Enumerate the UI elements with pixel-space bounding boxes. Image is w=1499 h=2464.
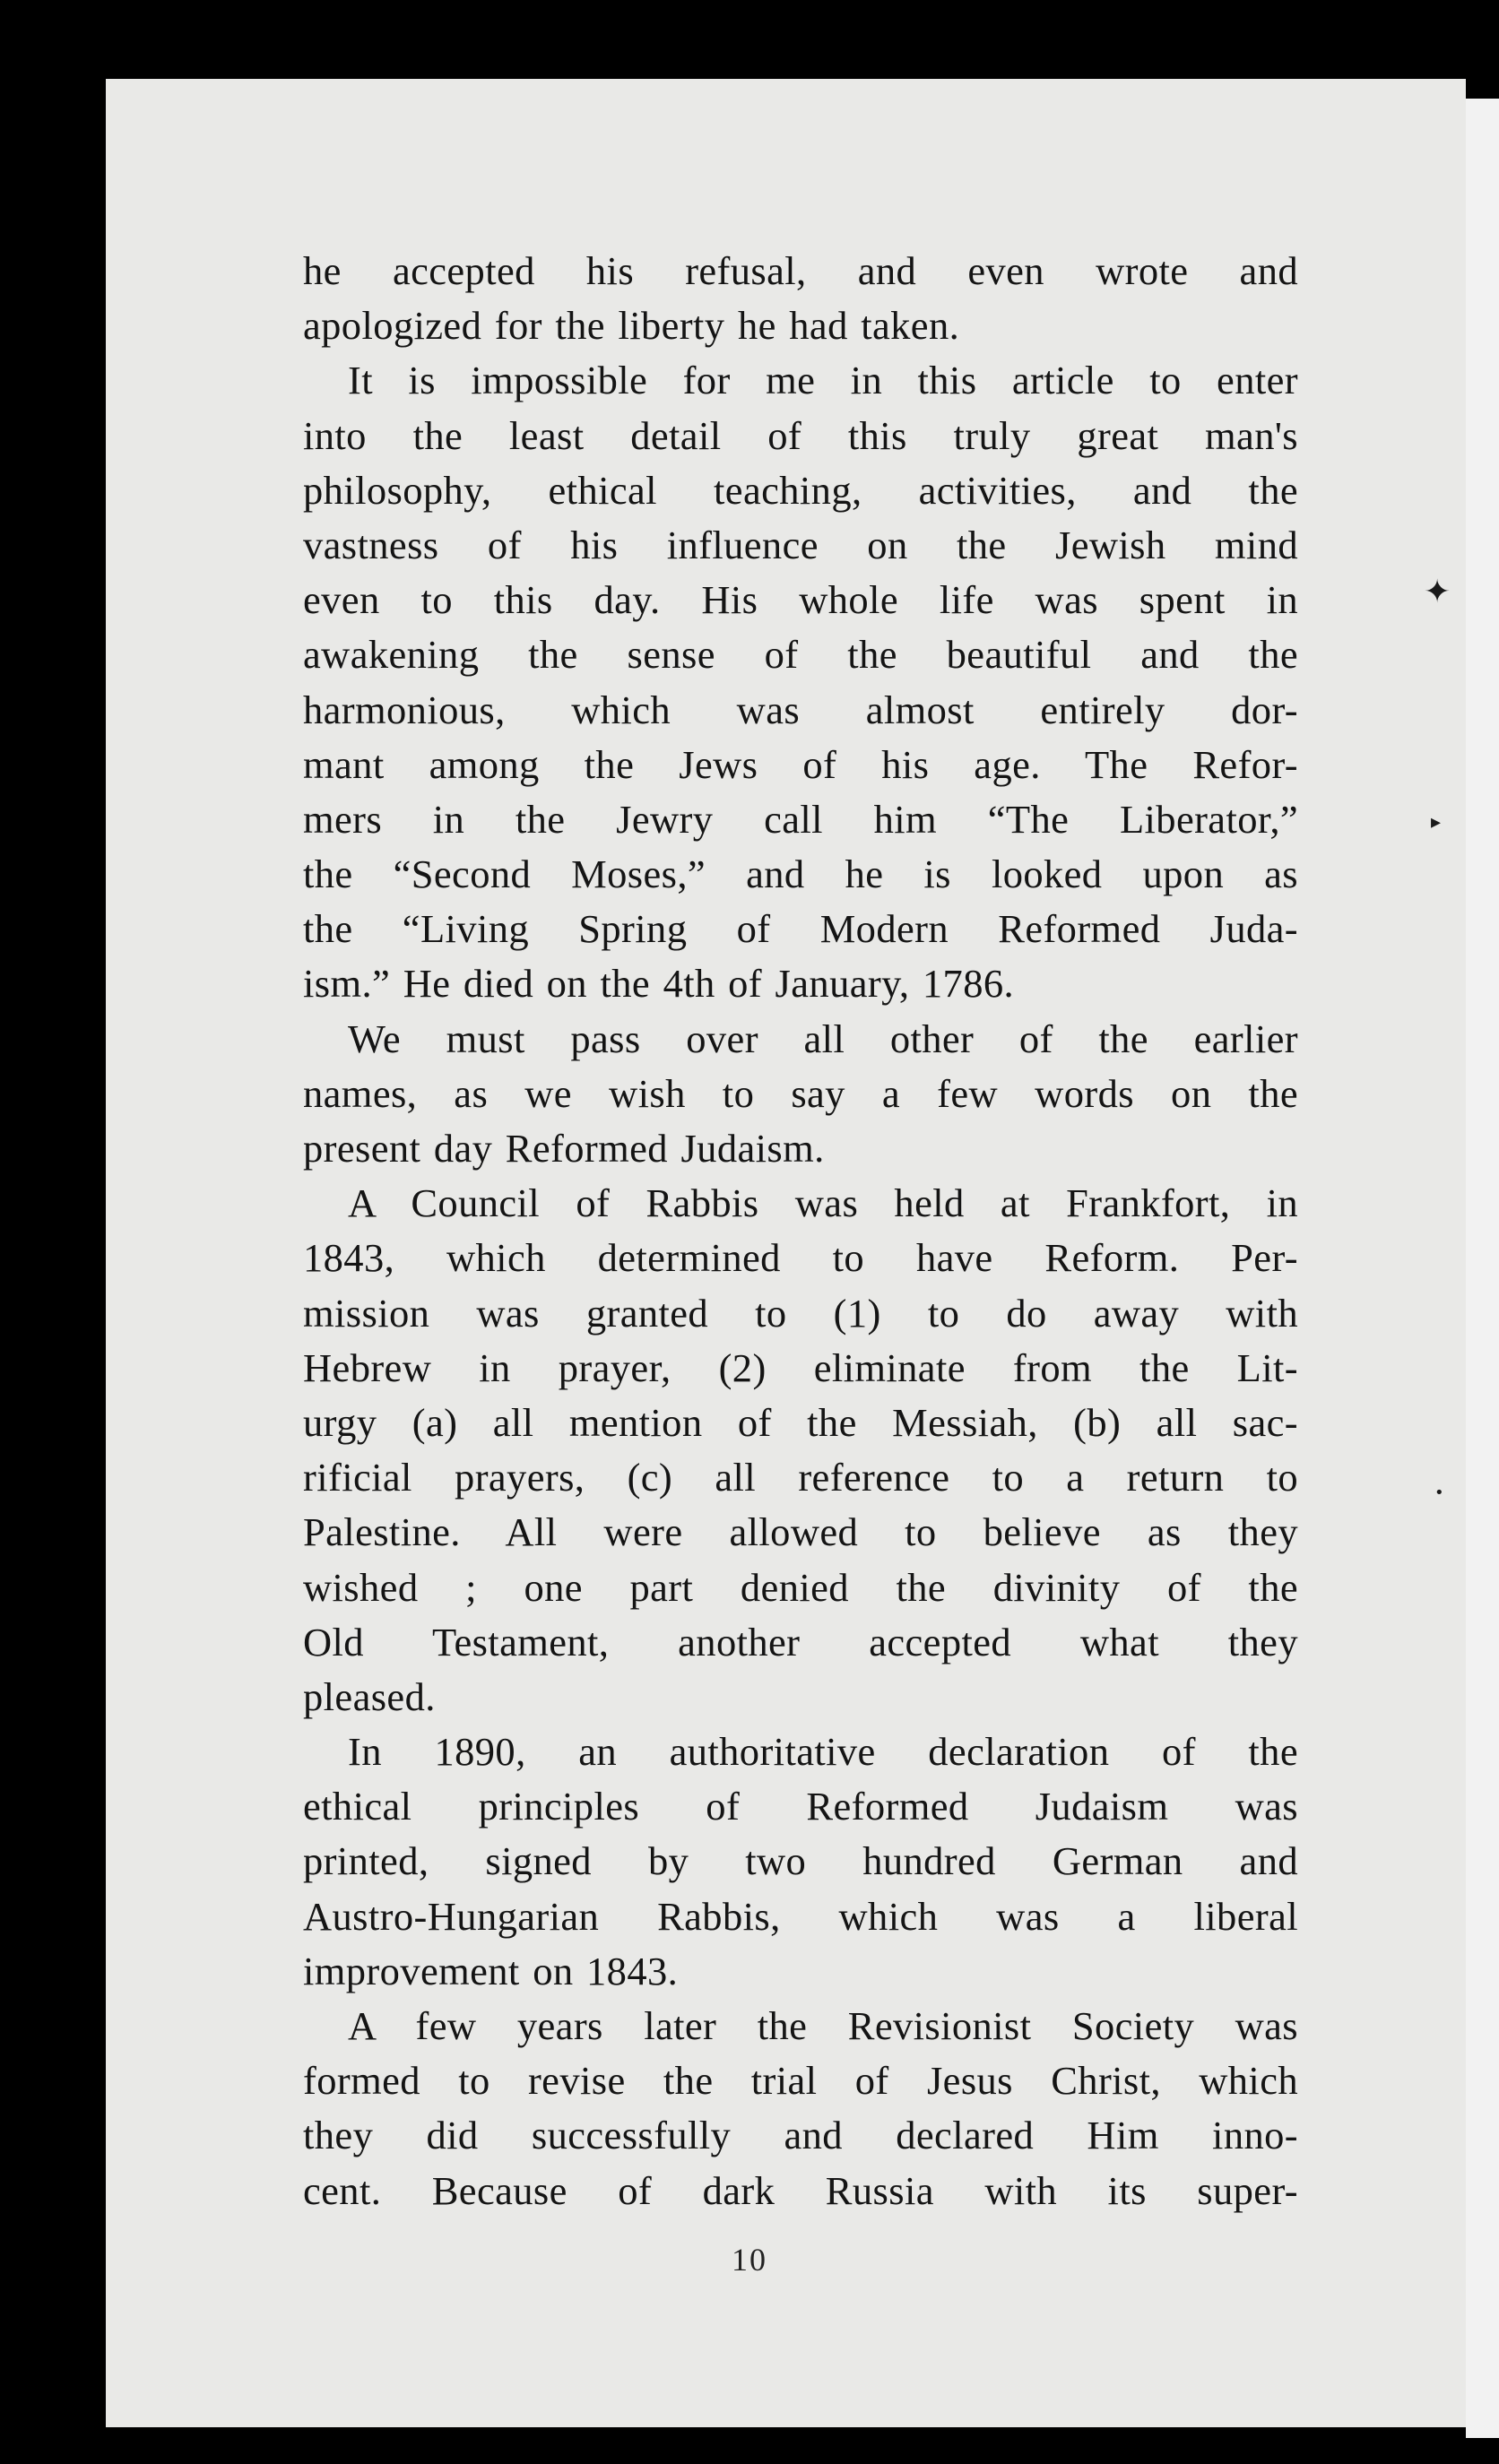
text-line: urgy (a) all mention of the Messiah, (b) all sac- xyxy=(303,1399,1298,1445)
text-line: they did successfully and declared Him inno- xyxy=(303,2113,1298,2158)
text-line: cent. Because of dark Russia with its super- xyxy=(303,2167,1298,2213)
text-line: formed to revise the trial of Jesus Christ, which xyxy=(303,2058,1298,2104)
margin-mark: • xyxy=(1434,1483,1444,1502)
text-line: Austro-Hungarian Rabbis, which was a liberal xyxy=(303,1893,1298,1939)
text-line: printed, signed by two hundred German and xyxy=(303,1838,1298,1884)
text-line: wished ; one part denied the divinity of the xyxy=(303,1564,1298,1610)
text-line: Palestine. All were allowed to believe as they xyxy=(303,1509,1298,1555)
text-line: Hebrew in prayer, (2) eliminate from the Lit- xyxy=(303,1344,1298,1390)
margin-mark: ▸ xyxy=(1431,811,1442,834)
text-line: even to this day. His whole life was spent in xyxy=(303,577,1298,623)
text-line: the “Living Spring of Modern Reformed Juda- xyxy=(303,906,1298,952)
text-line: harmonious, which was almost entirely dor- xyxy=(303,687,1298,732)
text-line: 1843, which determined to have Reform. Per- xyxy=(303,1235,1298,1281)
text-line: names, as we wish to say a few words on the xyxy=(303,1070,1298,1116)
text-line: into the least detail of this truly great man's xyxy=(303,412,1298,458)
text-line: mers in the Jewry call him “The Liberator,” xyxy=(303,796,1298,842)
text-line: he accepted his refusal, and even wrote and xyxy=(303,248,1298,293)
text-line: ethical principles of Reformed Judaism was xyxy=(303,1784,1298,1829)
text-line: improvement on 1843. xyxy=(303,1948,679,1993)
text-line: In 1890, an authoritative declaration of the xyxy=(348,1729,1298,1775)
text-line: philosophy, ethical teaching, activities, and the xyxy=(303,467,1298,513)
text-line: mission was granted to (1) to do away with xyxy=(303,1290,1298,1336)
text-line: the “Second Moses,” and he is looked upon as xyxy=(303,852,1298,897)
text-line: mant among the Jews of his age. The Refor- xyxy=(303,741,1298,787)
text-line: pleased. xyxy=(303,1673,436,1719)
text-line: awakening the sense of the beautiful and the xyxy=(303,632,1298,678)
text-line: rificial prayers, (c) all reference to a return to xyxy=(303,1455,1298,1500)
page-text xyxy=(303,244,1298,2218)
text-line: ism.” He died on the 4th of January, 1786. xyxy=(303,961,1015,1007)
text-line: Old Testament, another accepted what they xyxy=(303,1619,1298,1664)
page-number: 10 xyxy=(732,2242,767,2278)
text-line: present day Reformed Judaism. xyxy=(303,1126,825,1171)
facing-page-edge xyxy=(1466,99,1499,2438)
margin-mark: ✦ xyxy=(1424,574,1451,610)
text-line: A Council of Rabbis was held at Frankfort, in xyxy=(348,1180,1298,1226)
text-line: vastness of his influence on the Jewish mind xyxy=(303,522,1298,567)
text-line: A few years later the Revisionist Society was xyxy=(348,2003,1298,2048)
text-line: We must pass over all other of the earlier xyxy=(348,1016,1298,1061)
text-line: It is impossible for me in this article to enter xyxy=(348,358,1298,403)
text-line: apologized for the liberty he had taken. xyxy=(303,303,960,349)
